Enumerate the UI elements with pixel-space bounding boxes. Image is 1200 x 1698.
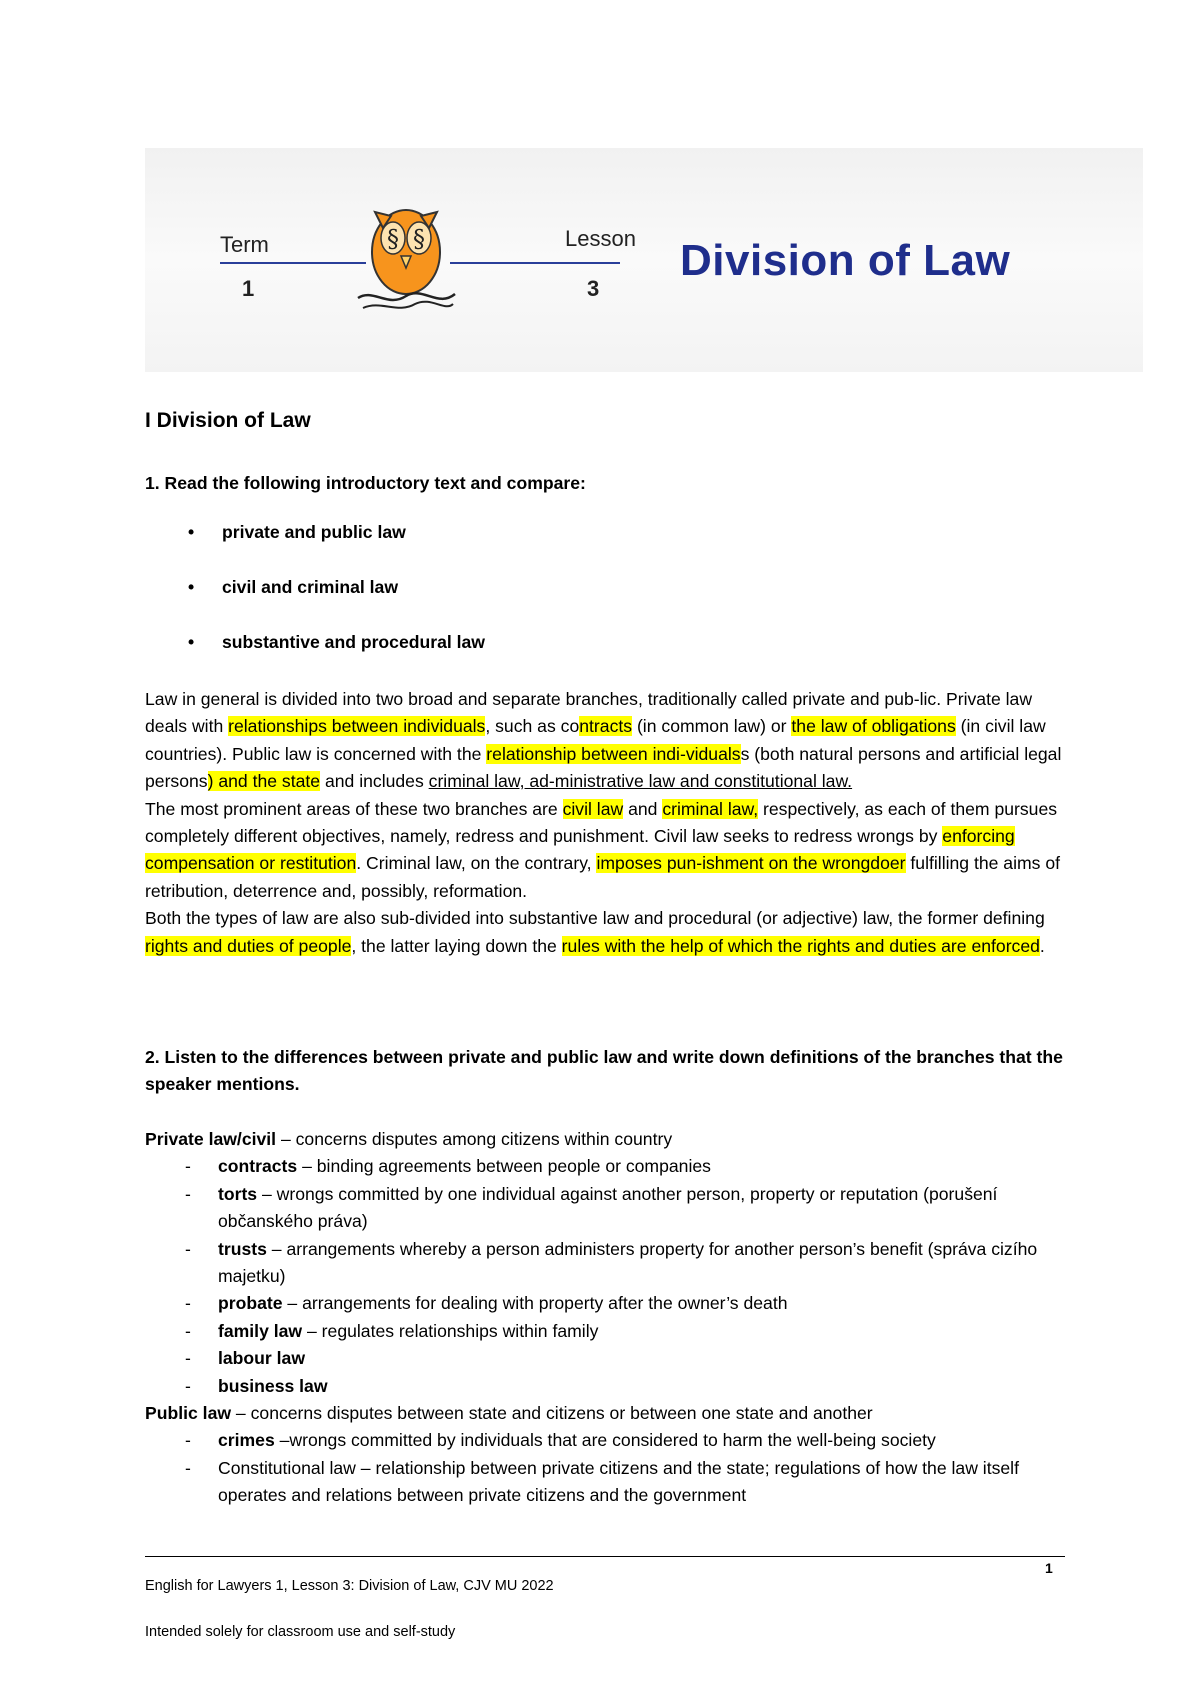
- list-item: - Constitutional law – relationship between private citizens and the state; regulations of how the law itself operates and relations between private citizens and the government: [185, 1457, 1019, 1506]
- svg-text:§: §: [387, 225, 399, 253]
- highlight: rules with the help of which the rights and duties are enforced: [561, 935, 1040, 956]
- highlight: criminal law,: [662, 798, 759, 819]
- bullet-dot-icon: •: [188, 577, 195, 597]
- bullet-dot-icon: •: [188, 632, 195, 652]
- lesson-value: 3: [587, 276, 600, 301]
- lesson-banner: [145, 148, 1143, 372]
- public-law-heading: Public law – concerns disputes between state and citizens or between one state and another: [145, 1403, 873, 1424]
- private-law-list: [145, 1153, 1065, 1400]
- highlight: ) and the state: [207, 771, 321, 792]
- task1-prompt: 1. Read the following introductory text and compare:: [145, 473, 586, 493]
- intro-text: [145, 686, 1065, 960]
- list-item: - contracts – binding agreements between people or companies: [185, 1156, 711, 1177]
- term-value: 1: [242, 276, 255, 301]
- list-item: [145, 577, 485, 632]
- private-law-heading: Private law/civil – concerns disputes among citizens within country: [145, 1129, 673, 1149]
- underlined-text: criminal law, ad-ministrative law and constitutional law.: [428, 771, 853, 792]
- public-law-list: [145, 1427, 1065, 1509]
- paragraph-private-public: Law in general is divided into two broad and separate branches, traditionally called private and pub-lic. Private law deals with relationships between individuals, such as contracts (in common law) or the law of obligations (in civil law countries). Public law is concerned with the relationship between indi-vidualss (both natural persons and artificial legal persons) and the state and includes criminal law, ad-ministrative law and constitutional law.: [145, 689, 1062, 792]
- paragraph-civil-criminal: The most prominent areas of these two branches are civil law and criminal law, respectively, as each of them pursues completely different objectives, namely, redress and punishment. Civil law seeks to redress wrongs by enforcing compensation or restitution. Criminal law, on the contrary, imposes pun-ishment on the wrongdoer fulfilling the aims of retribution, deterrence and, possibly, reformation.: [145, 798, 1061, 901]
- footer-divider: [145, 1556, 1065, 1557]
- highlight: civil law: [562, 798, 624, 819]
- footer-usage-note: Intended solely for classroom use and self-study: [145, 1624, 456, 1640]
- list-item: - torts – wrongs committed by one individual against another person, property or reputation (porušení občanského práva): [185, 1183, 998, 1232]
- list-item: - trusts – arrangements whereby a person administers property for another person’s benefit (správa cizího majetku): [185, 1238, 1038, 1287]
- list-item: [145, 632, 485, 687]
- task2-prompt: 2. Listen to the differences between private and public law and write down definitions of the branches that the speaker mentions.: [145, 1047, 1063, 1095]
- bullet-text: substantive and procedural law: [222, 632, 485, 652]
- svg-text:§: §: [413, 225, 425, 253]
- banner-title: Division of Law: [680, 236, 1011, 285]
- bullet-text: civil and criminal law: [222, 577, 399, 597]
- bullet-text: private and public law: [222, 522, 406, 542]
- highlight: imposes pun-ishment on the wrongdoer: [596, 853, 906, 874]
- banner-line-right: [450, 262, 620, 264]
- footer-course-line: English for Lawyers 1, Lesson 3: Division of Law, CJV MU 2022: [145, 1578, 554, 1594]
- law-branches-notes: [145, 1126, 1065, 1510]
- page-number: 1: [1045, 1560, 1053, 1576]
- comparison-bullet-list: [145, 522, 485, 687]
- list-item: [145, 522, 485, 577]
- bullet-dot-icon: •: [188, 522, 195, 542]
- highlight: enforcing compensation or restitution: [145, 826, 1015, 874]
- list-item: - probate – arrangements for dealing with property after the owner’s death: [185, 1293, 788, 1314]
- owl-logo-icon: [353, 190, 459, 314]
- highlight: the law of obligations: [791, 716, 956, 737]
- banner-line-left: [220, 262, 366, 264]
- lesson-label: Lesson: [565, 226, 636, 251]
- paragraph-substantive-procedural: Both the types of law are also sub-divided into substantive law and procedural (or adjective) law, the former defining rights and duties of people, the latter laying down the rules with the help of which the rights and duties are enforced.: [145, 908, 1045, 956]
- section-heading: I Division of Law: [145, 409, 311, 432]
- highlight: rights and duties of people: [145, 935, 352, 956]
- list-item: - labour law: [185, 1348, 306, 1369]
- list-item: - family law – regulates relationships within family: [185, 1320, 599, 1341]
- highlight: relationship between indi-viduals: [486, 743, 741, 764]
- highlight: relationships between individuals: [228, 716, 486, 737]
- highlight: ntracts: [579, 716, 633, 737]
- term-label: Term: [220, 232, 269, 257]
- list-item: - business law: [185, 1375, 328, 1396]
- list-item: - crimes –wrongs committed by individuals that are considered to harm the well-being society: [185, 1430, 936, 1451]
